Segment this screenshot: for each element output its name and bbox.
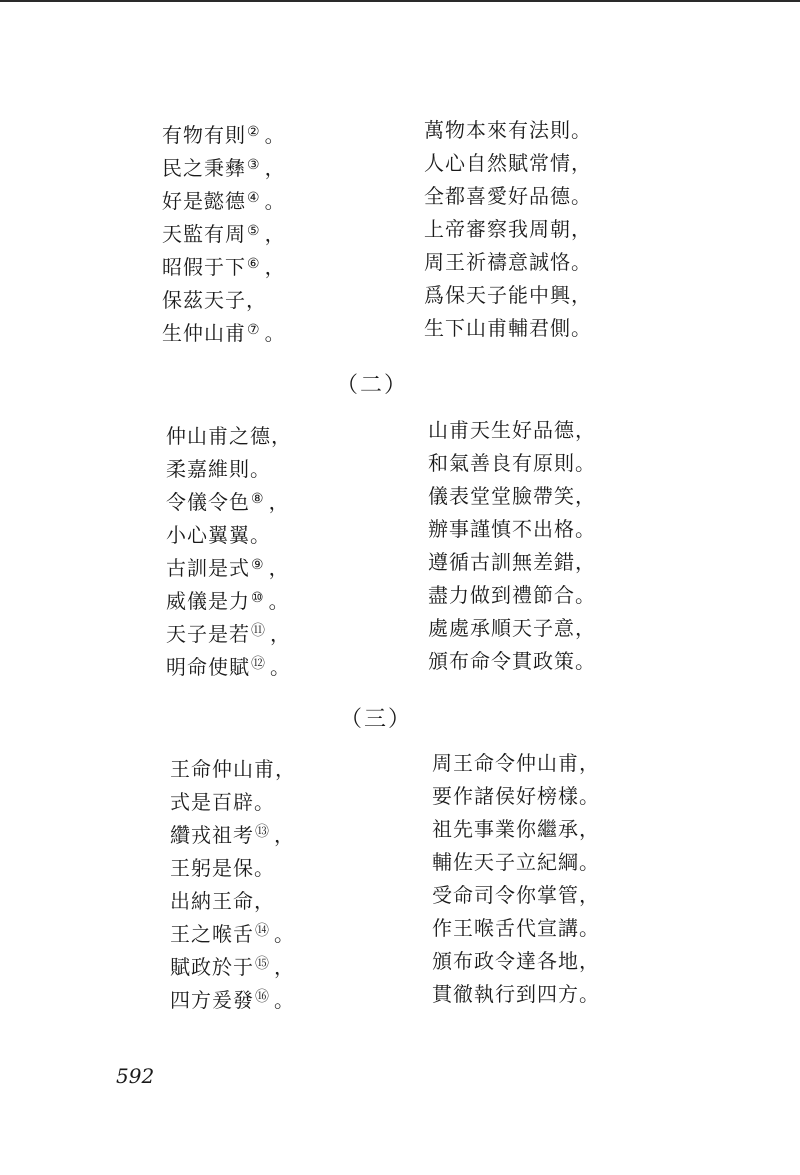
poem-line: 好是懿德④ 。	[162, 189, 286, 213]
translation-line: 周王祈禱意誠恪。	[424, 250, 592, 274]
poem-line: 賦政於于⑮ ，	[170, 955, 295, 979]
translation-line: 遵循古訓無差錯，	[428, 550, 596, 574]
translation-line: 人心自然賦常情，	[424, 151, 592, 175]
translation-line: 作王喉舌代宣講。	[432, 916, 600, 940]
footnote-marker[interactable]: ⑤	[247, 223, 261, 239]
page-number: 592	[116, 1064, 155, 1088]
translation-line: 要作諸侯好榜樣。	[432, 784, 600, 808]
section-3-heading: （三）	[340, 707, 413, 732]
translation-line: 上帝審察我周朝，	[424, 217, 592, 241]
translation-line: 辦事謹慎不出格。	[428, 517, 596, 541]
translation-line: 受命司令你掌管，	[432, 883, 600, 907]
poem-line: 小心翼翼。	[166, 523, 271, 547]
poem-line: 仲山甫之德，	[166, 424, 292, 448]
translation-line: 生下山甫輔君側。	[424, 316, 592, 340]
footnote-marker[interactable]: ②	[247, 124, 261, 140]
section-3-translation-column	[432, 747, 600, 1011]
poem-line: 古訓是式⑨ ，	[166, 556, 290, 580]
translation-line: 祖先事業你繼承，	[432, 817, 600, 841]
translation-line: 全都喜愛好品德。	[424, 184, 592, 208]
translation-line: 頒布命令貫政策。	[428, 649, 596, 673]
section-2-original-column	[166, 417, 297, 681]
footnote-marker[interactable]: ③	[247, 157, 261, 173]
poem-line: 威儀是力⑩ 。	[166, 589, 290, 613]
poem-line: 生仲山甫⑦ 。	[162, 321, 286, 345]
translation-line: 和氣善良有原則。	[428, 451, 596, 475]
footnote-marker[interactable]: ⑬	[255, 824, 270, 840]
poem-line: 有物有則② 。	[162, 123, 286, 147]
poem-line: 天監有周⑤ ，	[162, 222, 286, 246]
translation-line: 貫徹執行到四方。	[432, 982, 600, 1006]
poem-line: 王躬是保。	[170, 856, 275, 880]
poem-line: 保茲天子，	[162, 288, 267, 312]
section-1-translation-column	[424, 114, 592, 345]
poem-line: 民之秉彝③ ，	[162, 156, 286, 180]
footnote-marker[interactable]: ⑧	[251, 491, 265, 507]
footnote-marker[interactable]: ⑨	[251, 557, 265, 573]
translation-line: 盡力做到禮節合。	[428, 583, 596, 607]
poem-line: 明命使賦⑫ 。	[166, 655, 291, 679]
section-2-heading: （二）	[336, 373, 409, 398]
poem-line: 式是百辟。	[170, 790, 275, 814]
translation-line: 周王命令仲山甫，	[432, 751, 600, 775]
translation-line: 頒布政令達各地，	[432, 949, 600, 973]
footnote-marker[interactable]: ④	[247, 190, 261, 206]
footnote-marker[interactable]: ⑩	[251, 590, 265, 606]
section-1-original-column	[162, 116, 286, 347]
translation-line: 萬物本來有法則。	[424, 118, 592, 142]
poem-line: 出納王命，	[170, 889, 275, 913]
poem-line: 天子是若⑪ ，	[166, 622, 291, 646]
footnote-marker[interactable]: ⑪	[251, 623, 266, 639]
footnote-marker[interactable]: ⑥	[247, 256, 261, 272]
poem-line: 纘戎祖考⑬ ，	[170, 823, 295, 847]
translation-line: 山甫天生好品德，	[428, 418, 596, 442]
footnote-marker[interactable]: ⑭	[255, 923, 270, 939]
poem-line: 昭假于下⑥ ，	[162, 255, 286, 279]
footnote-marker[interactable]: ⑫	[251, 656, 266, 672]
translation-line: 輔佐天子立紀綱。	[432, 850, 600, 874]
top-border	[0, 0, 800, 2]
footnote-marker[interactable]: ⑦	[247, 322, 261, 338]
footnote-marker[interactable]: ⑮	[255, 956, 270, 972]
translation-line: 儀表堂堂臉帶笑，	[428, 484, 596, 508]
poem-line: 令儀令色⑧ ，	[166, 490, 290, 514]
poem-line: 柔嘉維則。	[166, 457, 271, 481]
translation-line: 爲保天子能中興，	[424, 283, 592, 307]
poem-line: 王命仲山甫，	[170, 757, 296, 781]
poem-line: 王之喉舌⑭ 。	[170, 922, 295, 946]
section-2-translation-column	[428, 414, 596, 678]
poem-line: 四方爰發⑯ 。	[170, 988, 295, 1012]
section-3-original-column	[170, 750, 301, 1014]
footnote-marker[interactable]: ⑯	[255, 989, 270, 1005]
translation-line: 處處承順天子意，	[428, 616, 596, 640]
